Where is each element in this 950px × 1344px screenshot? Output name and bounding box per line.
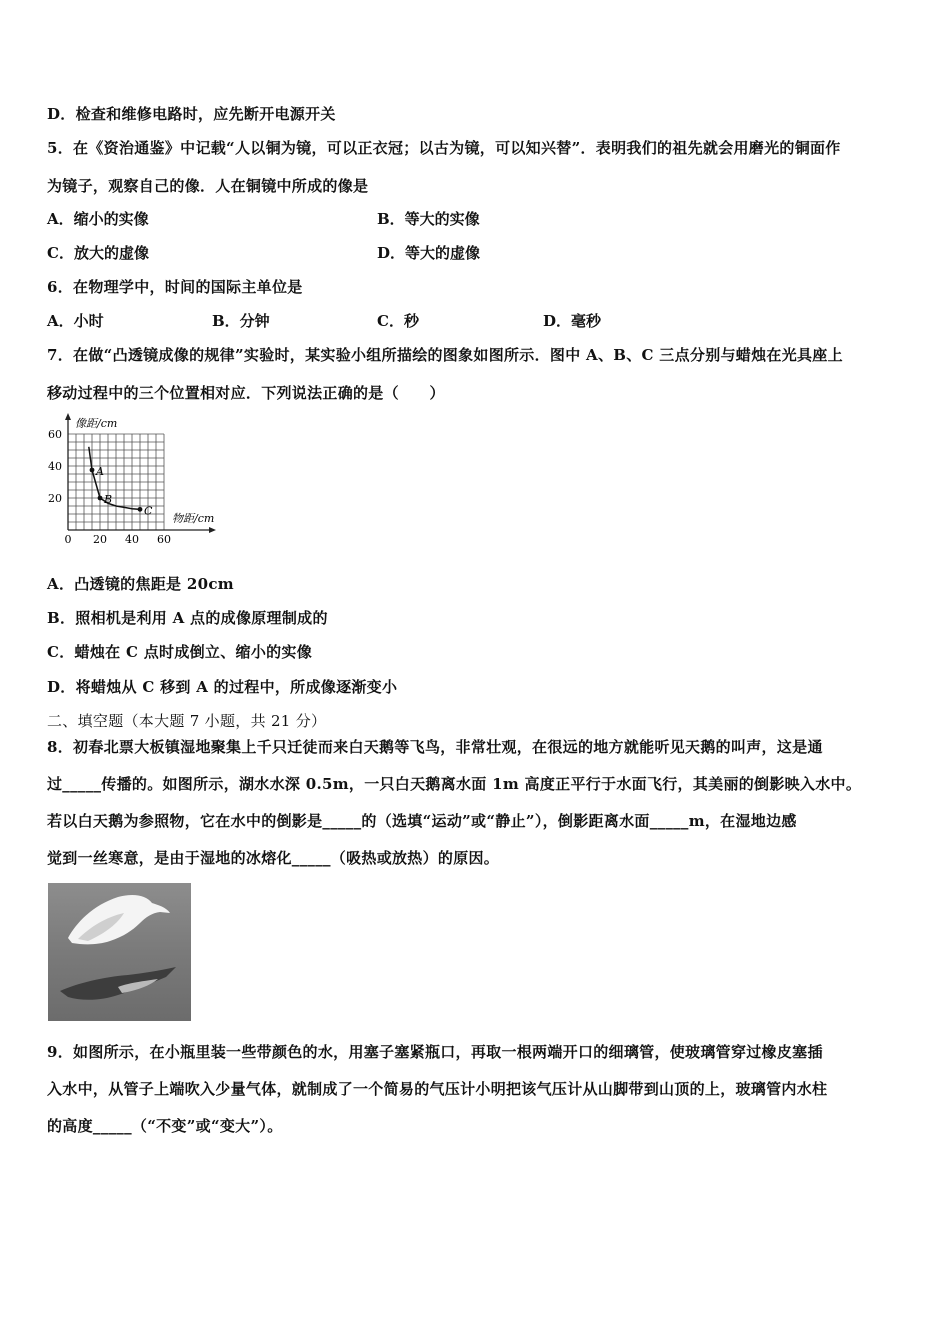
q9-stem-line1: 9．如图所示，在小瓶里装一些带颜色的水，用塞子塞紧瓶口，再取一根两端开口的细璃管，使玻璃管穿过橡皮塞插 xyxy=(47,1043,823,1061)
q8-stem-line4: 觉到一丝寒意，是由于湿地的冰熔化_____（吸热或放热）的原因。 xyxy=(47,849,500,867)
y-tick-label: 20 xyxy=(48,492,62,505)
q9-stem-line2: 入水中，从管子上端吹入少量气体，就制成了一个简易的气压计小明把该气压计从山脚带到山顶的上，玻璃管内水柱 xyxy=(47,1080,828,1098)
section-2-title: 二、填空题（本大题 7 小题，共 21 分） xyxy=(47,712,327,730)
q5-stem-line2: 为镜子，观察自己的像．人在铜镜中所成的像是 xyxy=(47,177,369,195)
data-point-c xyxy=(138,507,143,512)
q8-swan-photo xyxy=(48,883,191,1021)
q6-option-d: D．毫秒 xyxy=(543,312,602,330)
q6-stem: 6．在物理学中，时间的国际主单位是 xyxy=(47,278,303,296)
q5-option-a: A．缩小的实像 xyxy=(47,210,149,228)
q9-stem-line3: 的高度_____（“不变”或“变大”）。 xyxy=(47,1117,283,1135)
q7-option-d: D．将蜡烛从 C 移到 A 的过程中，所成像逐渐变小 xyxy=(47,678,398,696)
point-label-c: C xyxy=(144,504,153,518)
point-label-b: B xyxy=(104,493,113,506)
x-tick-label: 40 xyxy=(125,533,139,545)
q5-option-d: D．等大的虚像 xyxy=(377,244,481,262)
q8-stem-line3: 若以白天鹅为参照物，它在水中的倒影是_____的（选填“运动”或“静止”），倒影距离水面_____m，在湿地边感 xyxy=(47,812,797,830)
q5-stem-line1: 5．在《资治通鉴》中记载“人以铜为镜，可以正衣冠；以古为镜，可以知兴替”．表明我们的祖先就会用磨光的铜面作 xyxy=(47,139,841,157)
q6-option-c: C．秒 xyxy=(377,312,419,330)
x-tick-label: 0 xyxy=(64,533,72,545)
q7-stem-line1: 7．在做“凸透镜成像的规律”实验时，某实验小组所描绘的图象如图所示．图中 A、B、C 三点分别与蜡烛在光具座上 xyxy=(47,346,843,364)
q7-stem-line2: 移动过程中的三个位置相对应．下列说法正确的是（ ） xyxy=(47,384,445,402)
data-point-b xyxy=(98,496,103,501)
data-point-a xyxy=(90,468,95,473)
y-tick-label: 40 xyxy=(48,460,62,473)
q8-stem-line1: 8．初春北票大板镇湿地聚集上千只迁徒而来白天鹅等飞鸟，非常壮观，在很远的地方就能听见天鹅的叫声，这是通 xyxy=(47,738,823,756)
point-label-a: A xyxy=(96,465,104,478)
q7-option-a: A．凸透镜的焦距是 20cm xyxy=(47,575,234,593)
q6-option-a: A．小时 xyxy=(47,312,104,330)
y-axis-label: 像距/cm xyxy=(75,417,118,430)
y-axis-arrow xyxy=(65,413,71,420)
q7-chart xyxy=(44,410,234,545)
q7-option-c: C．蜡烛在 C 点时成倒立、缩小的实像 xyxy=(47,643,313,661)
x-tick-label: 60 xyxy=(157,533,171,545)
q6-option-b: B．分钟 xyxy=(212,312,270,330)
q7-option-b: B．照相机是利用 A 点的成像原理制成的 xyxy=(47,609,328,627)
q8-stem-line2: 过_____传播的。如图所示，湖水水深 0.5m，一只白天鹅离水面 1m 高度正平行于水面飞行，其美丽的倒影映入水中。 xyxy=(47,775,862,793)
q4-option-d: D．检查和维修电路时，应先断开电源开关 xyxy=(47,105,336,123)
x-axis-label: 物距/cm xyxy=(172,512,215,525)
y-tick-label: 60 xyxy=(48,428,62,441)
q5-option-c: C．放大的虚像 xyxy=(47,244,149,262)
q5-option-b: B．等大的实像 xyxy=(377,210,480,228)
x-tick-label: 20 xyxy=(93,533,107,545)
x-axis-arrow xyxy=(209,527,216,533)
